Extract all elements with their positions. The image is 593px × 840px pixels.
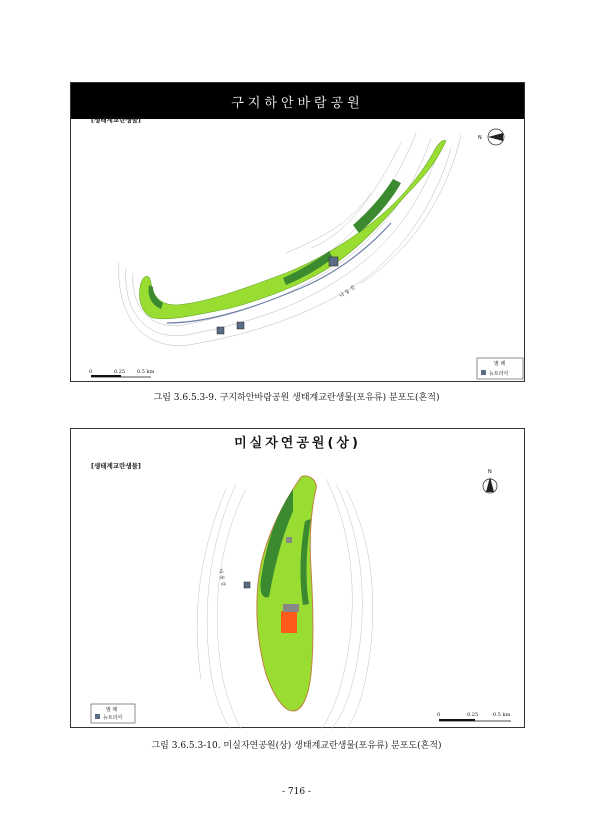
distribution-map-2 xyxy=(70,428,525,728)
north-arrow-icon xyxy=(483,469,497,493)
map-title: 미실자연공원(상) xyxy=(71,429,524,453)
svg-text:0.25: 0.25 xyxy=(114,369,126,375)
svg-text:0: 0 xyxy=(437,712,441,718)
orange-zone xyxy=(281,611,297,633)
scale-bar xyxy=(89,369,155,377)
figure-caption: 그림 3.6.5.3-10. 미실자연공원(상) 생태계교란생물(포유류) 분포도(혼적) xyxy=(151,741,442,751)
svg-text:N: N xyxy=(488,469,492,475)
svg-text:N: N xyxy=(478,135,482,141)
map-drawing xyxy=(71,83,526,383)
legend xyxy=(91,704,135,723)
nutria-marker xyxy=(217,327,224,334)
page-number: - 716 - xyxy=(282,787,311,797)
nutria-marker xyxy=(244,582,250,588)
svg-text:뉴트리아: 뉴트리아 xyxy=(489,371,509,377)
north-arrow-icon xyxy=(478,129,504,145)
gray-patch xyxy=(286,537,292,543)
map-category-label: [생태계교란생물] xyxy=(91,462,141,470)
river-label: 낙 동 강 xyxy=(338,284,357,300)
svg-text:0: 0 xyxy=(89,369,93,375)
figure-caption: 그림 3.6.5.3-9. 구지하안바람공원 생태계교란생물(포유류) 분포도(혼적) xyxy=(153,393,440,403)
svg-text:뉴트리아: 뉴트리아 xyxy=(103,715,123,721)
gray-zone xyxy=(283,604,299,612)
nutria-marker xyxy=(237,322,244,329)
legend xyxy=(477,358,523,379)
nutria-marker xyxy=(329,257,338,266)
map-drawing xyxy=(71,429,526,729)
scale-bar xyxy=(437,712,511,721)
river-label: 낙 동 강 xyxy=(217,568,227,587)
svg-text:0.25: 0.25 xyxy=(467,712,479,718)
distribution-map-1 xyxy=(70,82,525,382)
svg-text:범 례: 범 례 xyxy=(106,707,118,713)
svg-text:0.5 km: 0.5 km xyxy=(493,712,511,718)
svg-text:범 례: 범 례 xyxy=(494,361,506,367)
svg-text:0.5 km: 0.5 km xyxy=(137,369,155,375)
map-category-label: [생태계교란생물] xyxy=(91,116,141,124)
map-title: 구지하안바람공원 xyxy=(71,83,524,119)
